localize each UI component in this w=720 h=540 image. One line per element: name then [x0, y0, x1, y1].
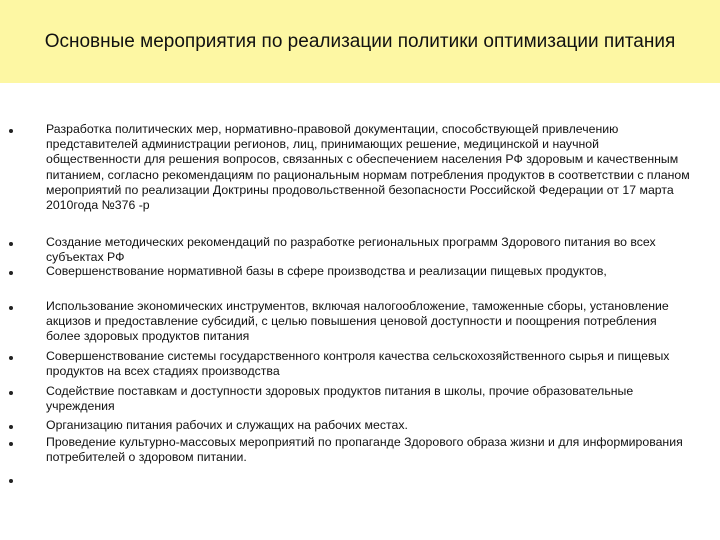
- bullet-icon: [9, 356, 13, 360]
- list-item-text: Разработка политических мер, нормативно-правовой документации, способствующей привлечению представителей администрации регионов, лиц, принимающих решение, медицинской и научной общественности для решения вопросов, связанных с обеспечением населения РФ здоровым и качественным питанием, согласно рекомендациям по рациональным нормам потребления продуктов в соответствии с планом мероприятий по реализации Доктрины продовольственной безопасности Российской Федерации от 17 марта 2010года №376 -р: [46, 122, 690, 213]
- bullet-icon: [9, 442, 13, 446]
- list-item-text: Проведение культурно-массовых мероприятий по пропаганде Здорового образа жизни и для информирования потребителей о здоровом питании.: [46, 435, 683, 465]
- title-banner: [0, 0, 720, 83]
- list-item-text: Организацию питания рабочих и служащих на рабочих местах.: [46, 418, 408, 432]
- list-item-text: Совершенствование системы государственного контроля качества сельскохозяйственного сырья и пищевых продуктов на всех стадиях производства: [46, 349, 670, 379]
- list-item-text: Совершенствование нормативной базы в сфере производства и реализации пищевых продуктов,: [46, 264, 607, 278]
- bullet-icon: [9, 479, 13, 483]
- bullet-icon: [9, 425, 13, 429]
- list-item-text: Содействие поставкам и доступности здоровых продуктов питания в школы, прочие образовательные учреждения: [46, 384, 634, 414]
- bullet-icon: [9, 306, 13, 310]
- bullet-icon: [9, 271, 13, 275]
- list-item-text: Создание методических рекомендаций по разработке региональных программ Здорового питания во всех субъектах РФ: [46, 235, 656, 265]
- bullet-icon: [9, 391, 13, 395]
- bullet-icon: [9, 129, 13, 133]
- bullet-icon: [9, 242, 13, 246]
- list-item-text: Использование экономических инструментов, включая налогообложение, таможенные сборы, установление акцизов и предоставление субсидий, с целью повышения ценовой доступности и поощрения потребления более здоровых продуктов питания: [46, 299, 669, 344]
- page-title: Основные мероприятия по реализации политики оптимизации питания: [44, 31, 676, 52]
